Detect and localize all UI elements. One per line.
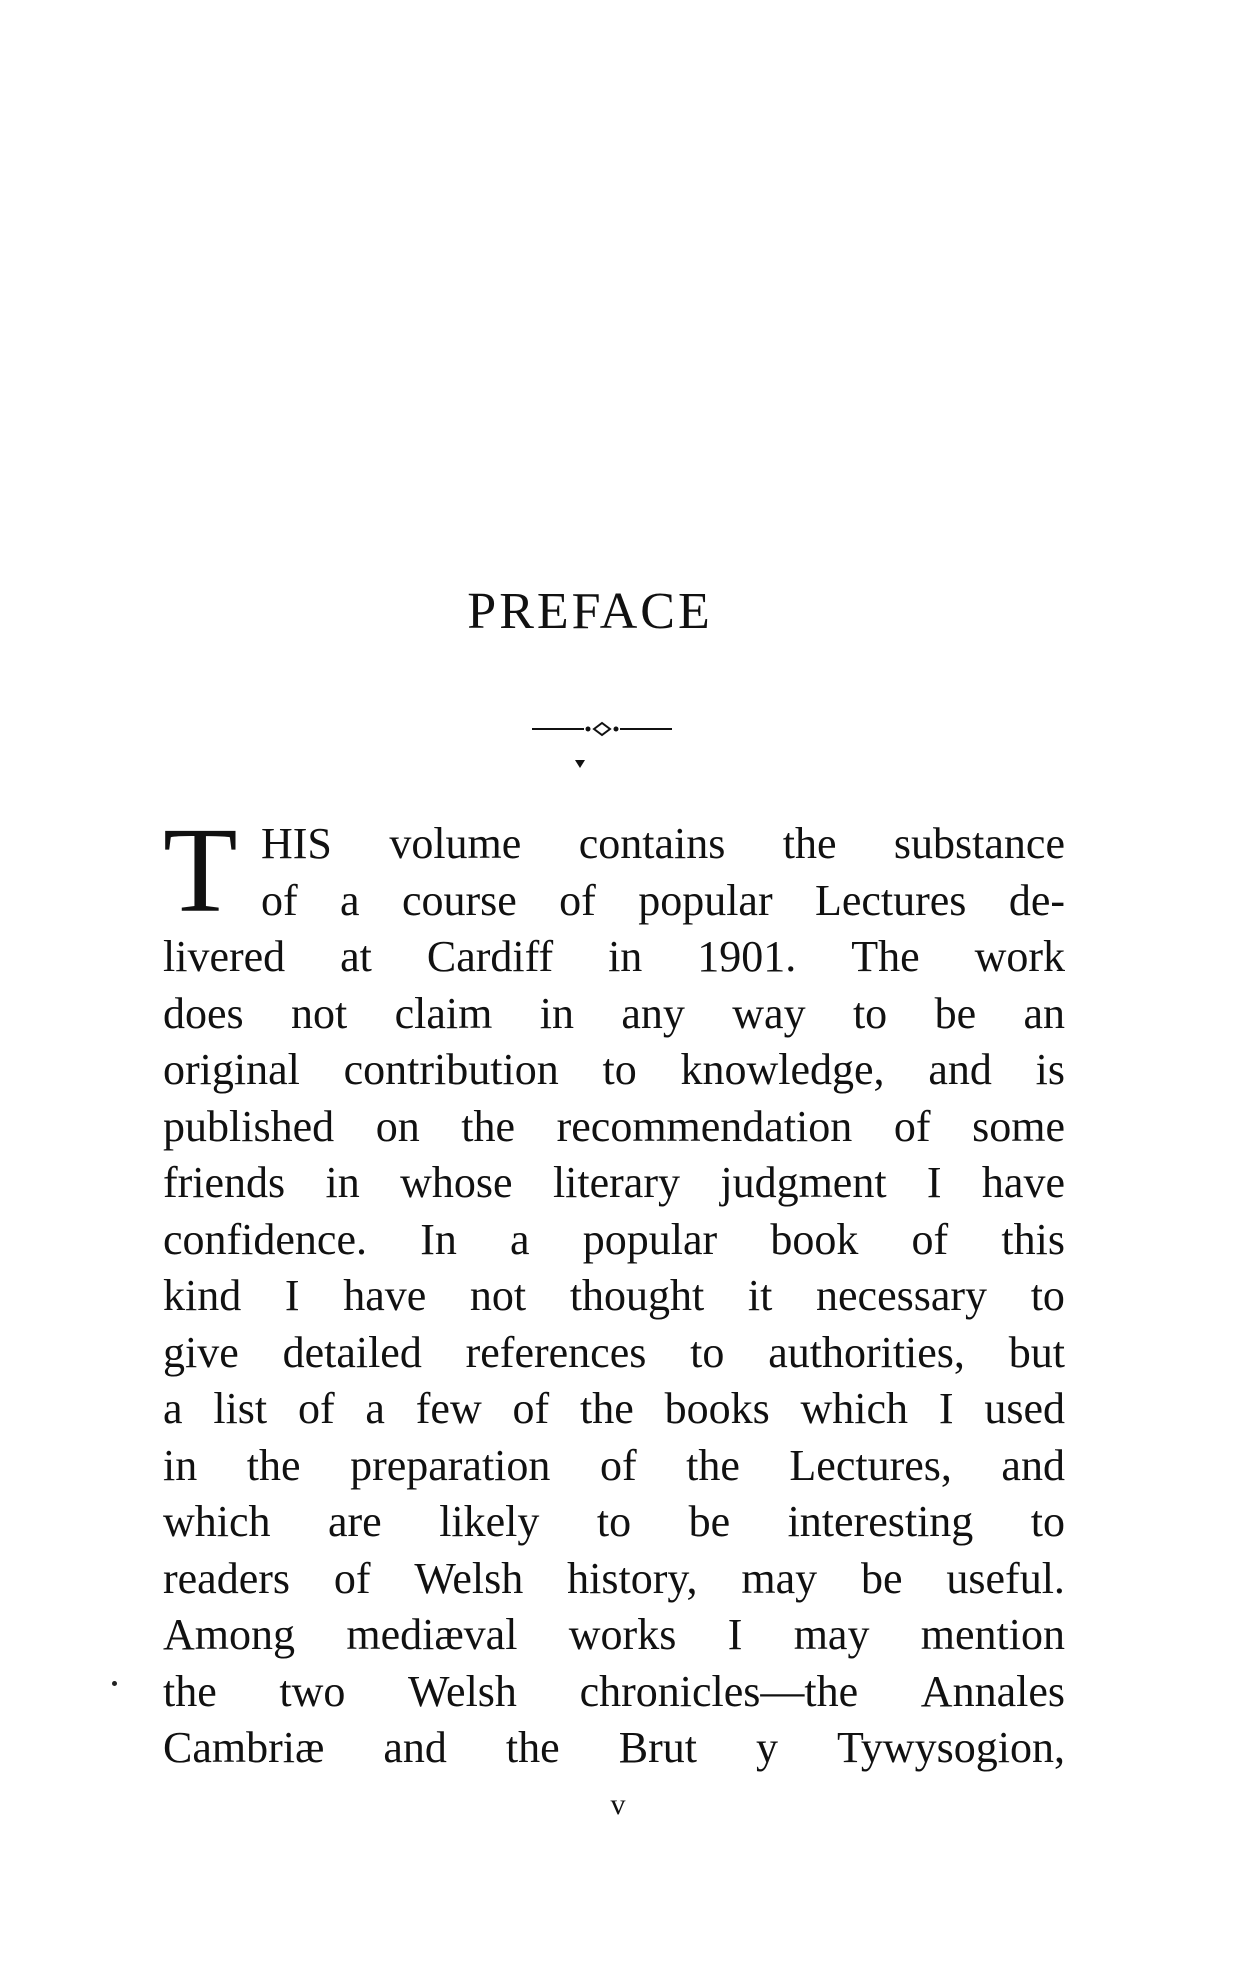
text-line	[163, 1381, 1065, 1438]
word: the	[246, 1440, 301, 1490]
text-line	[163, 1664, 1065, 1721]
text-line	[163, 1720, 1065, 1777]
word: mention	[920, 1610, 1065, 1659]
word: to	[1030, 1271, 1065, 1320]
word: popular	[582, 1214, 718, 1264]
word: Lectures,	[789, 1440, 952, 1490]
word: confidence.	[163, 1214, 367, 1264]
text-line	[163, 1155, 1065, 1212]
word: claim	[394, 988, 493, 1038]
word: references	[465, 1327, 647, 1377]
word: useful.	[946, 1553, 1065, 1603]
word: two	[279, 1666, 346, 1716]
word: Cambriæ	[163, 1723, 325, 1772]
word: the	[163, 1666, 217, 1716]
word: The	[851, 932, 920, 981]
word: I	[938, 1384, 954, 1433]
drop-cap: T	[163, 803, 238, 938]
word: de-	[1008, 875, 1065, 925]
word: book	[770, 1214, 859, 1264]
word: Annales	[920, 1666, 1065, 1716]
word: used	[984, 1384, 1065, 1433]
text-line	[163, 929, 1065, 986]
word: a	[365, 1384, 385, 1433]
word: I	[926, 1158, 942, 1207]
word: I	[727, 1610, 743, 1659]
word: not	[291, 988, 348, 1038]
word: is	[1035, 1045, 1065, 1094]
text-line	[163, 1212, 1065, 1269]
word: contains	[578, 819, 726, 868]
word: Among	[163, 1610, 295, 1659]
word: volume	[389, 819, 522, 868]
text-line	[163, 1494, 1065, 1551]
text-line	[163, 873, 1065, 930]
word: have	[343, 1271, 427, 1320]
word: not	[469, 1271, 527, 1320]
word: are	[328, 1497, 382, 1546]
word: a	[340, 875, 360, 925]
word: contribution	[343, 1045, 559, 1094]
word: be	[688, 1497, 731, 1546]
word: works	[568, 1610, 677, 1659]
word: the	[505, 1723, 560, 1772]
word: of	[911, 1214, 949, 1264]
text-line	[163, 1268, 1065, 1325]
word: be	[861, 1553, 903, 1603]
word: authorities,	[768, 1327, 965, 1377]
word: to	[690, 1327, 725, 1377]
word: of	[599, 1440, 637, 1490]
word: to	[1030, 1497, 1065, 1546]
word: may	[793, 1610, 870, 1659]
page-number: v	[610, 1788, 626, 1821]
word: an	[1023, 988, 1065, 1038]
word: knowledge,	[680, 1045, 885, 1094]
word: mediæval	[346, 1610, 518, 1659]
word: the	[461, 1101, 516, 1151]
preface-paragraph	[163, 803, 1065, 1777]
word: have	[981, 1158, 1065, 1207]
text-line	[163, 1551, 1065, 1608]
word: may	[741, 1553, 818, 1603]
word: of	[333, 1553, 371, 1603]
word: give	[163, 1327, 239, 1377]
word: and	[928, 1045, 992, 1094]
word: at	[340, 932, 372, 981]
word: of	[559, 875, 596, 925]
text-line	[163, 1042, 1065, 1099]
word: necessary	[816, 1271, 988, 1320]
word: literary	[552, 1158, 680, 1207]
word: to	[602, 1045, 637, 1094]
word: friends	[163, 1158, 286, 1207]
ornament-mark	[574, 758, 586, 770]
word: readers	[163, 1553, 291, 1603]
word: kind	[163, 1271, 242, 1320]
word: Lectures	[814, 875, 967, 925]
word: in	[325, 1158, 360, 1207]
word: of	[512, 1384, 550, 1433]
word: Welsh	[408, 1666, 517, 1716]
word: does	[163, 988, 244, 1038]
text-line	[163, 1325, 1065, 1382]
word: the	[580, 1384, 634, 1433]
page-title: PREFACE	[467, 583, 713, 640]
word: few	[415, 1384, 482, 1433]
word: original	[163, 1045, 300, 1094]
scan-speck	[112, 1681, 117, 1686]
word: books	[664, 1384, 770, 1433]
text-line	[163, 1438, 1065, 1495]
word: detailed	[282, 1327, 422, 1377]
word: the	[782, 819, 837, 868]
word: in	[539, 988, 574, 1038]
word: I	[284, 1271, 300, 1320]
word: but	[1008, 1327, 1065, 1377]
word: some	[972, 1101, 1065, 1151]
word: In	[420, 1214, 457, 1264]
word: be	[934, 988, 977, 1038]
word: a	[163, 1384, 183, 1433]
word: which	[163, 1497, 271, 1546]
word: history,	[567, 1553, 698, 1603]
word: likely	[439, 1497, 540, 1546]
word: Cardiff	[426, 932, 554, 981]
word: of	[297, 1384, 335, 1433]
word: it	[747, 1271, 773, 1320]
word: Tywysogion,	[837, 1723, 1065, 1772]
word: way	[732, 988, 806, 1038]
word: on	[375, 1101, 420, 1151]
text-line	[163, 816, 1065, 873]
word: interesting	[787, 1497, 974, 1546]
word: HIS	[261, 819, 332, 868]
word: preparation	[350, 1440, 551, 1490]
word: and	[383, 1723, 447, 1772]
word: this	[1001, 1214, 1065, 1264]
word: the	[686, 1440, 740, 1490]
word: in	[163, 1440, 198, 1490]
ornament-divider	[532, 718, 672, 740]
word: chronicles—the	[579, 1666, 859, 1716]
word: of	[261, 875, 298, 925]
text-line	[163, 986, 1065, 1043]
word: a	[510, 1214, 530, 1264]
word: substance	[893, 819, 1065, 868]
word: course	[401, 875, 517, 925]
text-line	[163, 1099, 1065, 1156]
word: list	[213, 1384, 268, 1433]
word: any	[621, 988, 685, 1038]
word: livered	[163, 932, 286, 981]
word: thought	[569, 1271, 705, 1320]
word: whose	[400, 1158, 513, 1207]
word: popular	[638, 875, 773, 925]
word: and	[1001, 1440, 1065, 1490]
word: which	[800, 1384, 909, 1433]
word: to	[596, 1497, 632, 1546]
word: Welsh	[414, 1553, 524, 1603]
word: of	[893, 1101, 931, 1151]
text-line	[163, 1607, 1065, 1664]
word: in	[608, 932, 643, 981]
word: to	[852, 988, 888, 1038]
word: recommendation	[556, 1101, 853, 1151]
word: y	[755, 1723, 778, 1772]
word: Brut	[618, 1723, 697, 1772]
word: 1901.	[697, 932, 797, 981]
word: work	[974, 932, 1065, 981]
word: judgment	[720, 1158, 887, 1207]
word: published	[163, 1101, 335, 1151]
